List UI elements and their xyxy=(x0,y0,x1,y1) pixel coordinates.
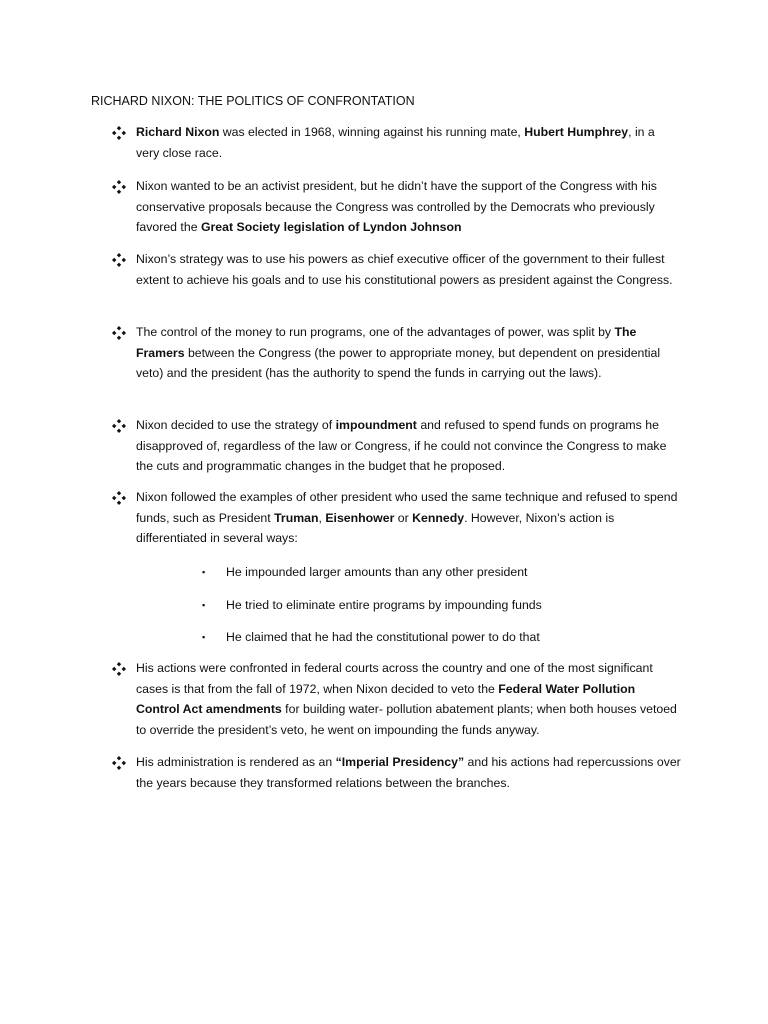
square-bullet-icon: ▪ xyxy=(202,567,206,577)
bullet-text: Nixon wanted to be an activist president, but he didn’t have the support of the Congress with his conservative proposals because the Congress was controlled by the Democrats who previously favored the Great Society legislation of Lyndon Johnson xyxy=(136,179,657,235)
four-diamond-bullet-icon xyxy=(112,491,126,505)
four-diamond-bullet-icon xyxy=(112,126,126,140)
four-diamond-bullet-icon xyxy=(112,253,126,267)
four-diamond-bullet-icon xyxy=(112,326,126,340)
square-bullet-icon: ▪ xyxy=(202,600,206,610)
four-diamond-bullet-icon xyxy=(112,419,126,433)
bullet-text: Nixon decided to use the strategy of impoundment and refused to spend funds on programs he disapproved of, regardless of the law or Congress, if he could not convince the Congress to make the cuts and programmatic changes in the budget that he proposed. xyxy=(136,418,667,474)
square-bullet-icon: ▪ xyxy=(202,632,206,642)
sub-bullet-text: He claimed that he had the constitutional power to do that xyxy=(226,630,540,644)
sub-bullet-item xyxy=(202,627,540,647)
document-title: RICHARD NIXON: THE POLITICS OF CONFRONTATION xyxy=(91,94,415,108)
sub-bullet-item xyxy=(202,562,527,582)
bullet-text: Nixon followed the examples of other president who used the same technique and refused to spend funds, such as President Truman, Eisenhower or Kennedy. However, Nixon’s action is differentiated in several ways: xyxy=(136,490,678,546)
sub-bullet-text: He impounded larger amounts than any other president xyxy=(226,565,528,579)
sub-bullet-text: He tried to eliminate entire programs by impounding funds xyxy=(226,598,542,612)
bullet-text: Nixon’s strategy was to use his powers as chief executive officer of the government to their fullest extent to achieve his goals and to use his constitutional powers as president against the Congress. xyxy=(136,252,673,287)
four-diamond-bullet-icon xyxy=(112,756,126,770)
bullet-text: His administration is rendered as an “Imperial Presidency” and his actions had repercussions over the years because they transformed relations between the branches. xyxy=(136,755,681,790)
bullet-text: His actions were confronted in federal courts across the country and one of the most significant cases is that from the fall of 1972, when Nixon decided to veto the Federal Water Pollution Control Act amendments for building water- pollution abatement plants; when both houses vetoed to override the president’s veto, he went on impounding the funds anyway. xyxy=(136,661,677,737)
bullet-text: Richard Nixon was elected in 1968, winning against his running mate, Hubert Humphrey, in a very close race. xyxy=(136,125,655,160)
four-diamond-bullet-icon xyxy=(112,662,126,676)
sub-bullet-item xyxy=(202,595,542,615)
four-diamond-bullet-icon xyxy=(112,180,126,194)
bullet-text: The control of the money to run programs, one of the advantages of power, was split by The Framers between the Congress (the power to appropriate money, but dependent on presidential veto) and the president (has the authority to spend the funds in carrying out the laws). xyxy=(136,325,661,381)
